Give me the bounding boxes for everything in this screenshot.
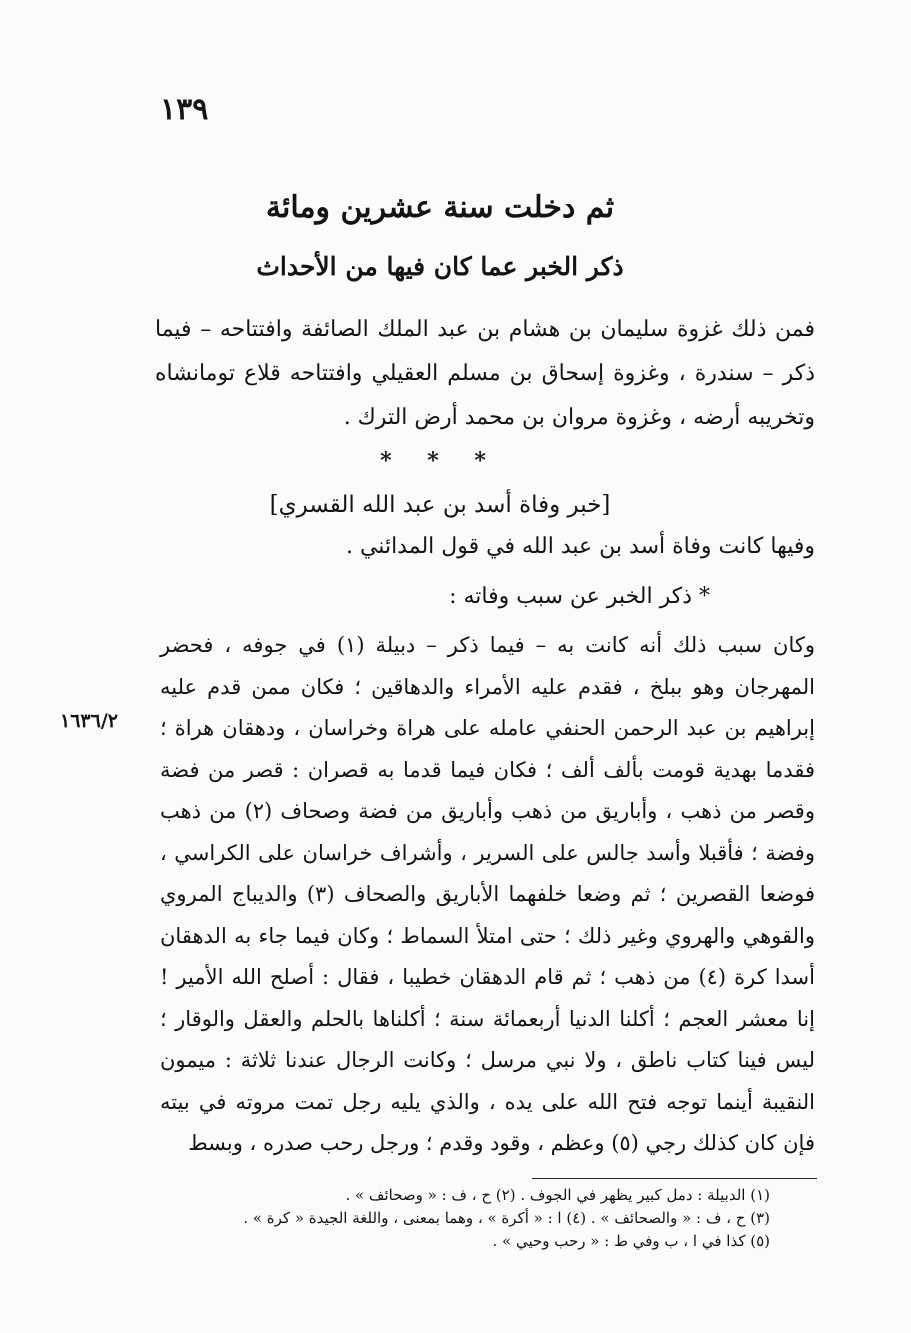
- section-title: [خبر وفاة أسد بن عبد الله القسري]: [269, 492, 611, 518]
- subheading: [300, 584, 710, 609]
- body-paragraph: وكان سبب ذلك أنه كانت به – فيما ذكر – دبيلة (١) في جوفه ، فحضر المهرجان وهو ببلخ ، فقدم عليه الأمراء والدهاقين ؛ فكان ممن قدم عليه إبراهيم بن عبد الرحمن الحنفي عامله على هراة وخراسان ، ودهقان هراة ؛ فقدما بهدية قومت بألف ألف ؛ فكان فيما قدما به قصران : قصر من فضة وقصر من ذهب ، وأباريق من ذهب وأباريق من فضة وصحاف (٢) من ذهب وفضة ؛ فأقبلا وأسد جالس على السرير ، وأشراف خراسان على الكراسي ، فوضعا القصرين ؛ ثم وضعا خلفهما الأباريق والصحاف (٣) والديباج المروي والقوهي والهروي وغير ذلك ؛ حتى امتلأ السماط ؛ وكان فيما جاء به الدهقان أسدا كرة (٤) من ذهب ؛ ثم قام الدهقان خطيبا ، فقال : أصلح الله الأمير ! إنا معشر العجم ؛ أكلنا الدنيا أربعمائة سنة ؛ أكلناها بالحلم والعقل والوقار ؛ ليس فينا كتاب ناطق ، ولا نبي مرسل ؛ وكانت الرجال عندنا ثلاثة : ميمون النقيبة أينما توجه فتح الله على يده ، والذي يليه رجل تمت مروته في بيته فإن كان كذلك رجي (٥) وعظم ، وقود وقدم ؛ ورجل رحب صدره ، وبسط: [160, 633, 815, 1155]
- footnote-divider: [532, 1178, 817, 1179]
- page-number: ١٣٩: [160, 92, 209, 127]
- section-separator: * * *: [380, 448, 500, 474]
- subheading-mark: *: [699, 584, 710, 609]
- margin-reference: ١٦٣٦/٢: [60, 710, 118, 732]
- intro-paragraph: فمن ذلك غزوة سليمان بن هشام بن عبد الملك الصائفة وافتتاحه – فيما ذكر – سندرة ، وغزوة إسحاق بن مسلم العقيلي وافتتاحه قلاع تومانشاه وتخريبه أرضه ، وغزوة مروان بن محمد أرض الترك .: [155, 317, 815, 430]
- events-heading: ذكر الخبر عما كان فيها من الأحداث: [256, 252, 624, 281]
- footnotes: [160, 1184, 815, 1253]
- body-text: [160, 625, 815, 1165]
- footnote-line: (٥) كذا في ا ، ب وفي ط : « رحب وحيي » .: [492, 1232, 770, 1250]
- section-intro: وفيها كانت وفاة أسد بن عبد الله في قول المدائني .: [345, 534, 815, 559]
- footnote-line: (٣) ح ، ف : « والصحائف » . (٤) ا : « أكرة » ، وهما بمعنى ، واللغة الجيدة « كرة » .: [243, 1209, 770, 1227]
- footnote-line: (١) الدبيلة : دمل كبير يظهر في الجوف . (٢) ح ، ف : « وصحائف » .: [345, 1186, 770, 1204]
- subheading-text: ذكر الخبر عن سبب وفاته :: [449, 584, 692, 609]
- year-heading: ثم دخلت سنة عشرين ومائة: [265, 190, 615, 225]
